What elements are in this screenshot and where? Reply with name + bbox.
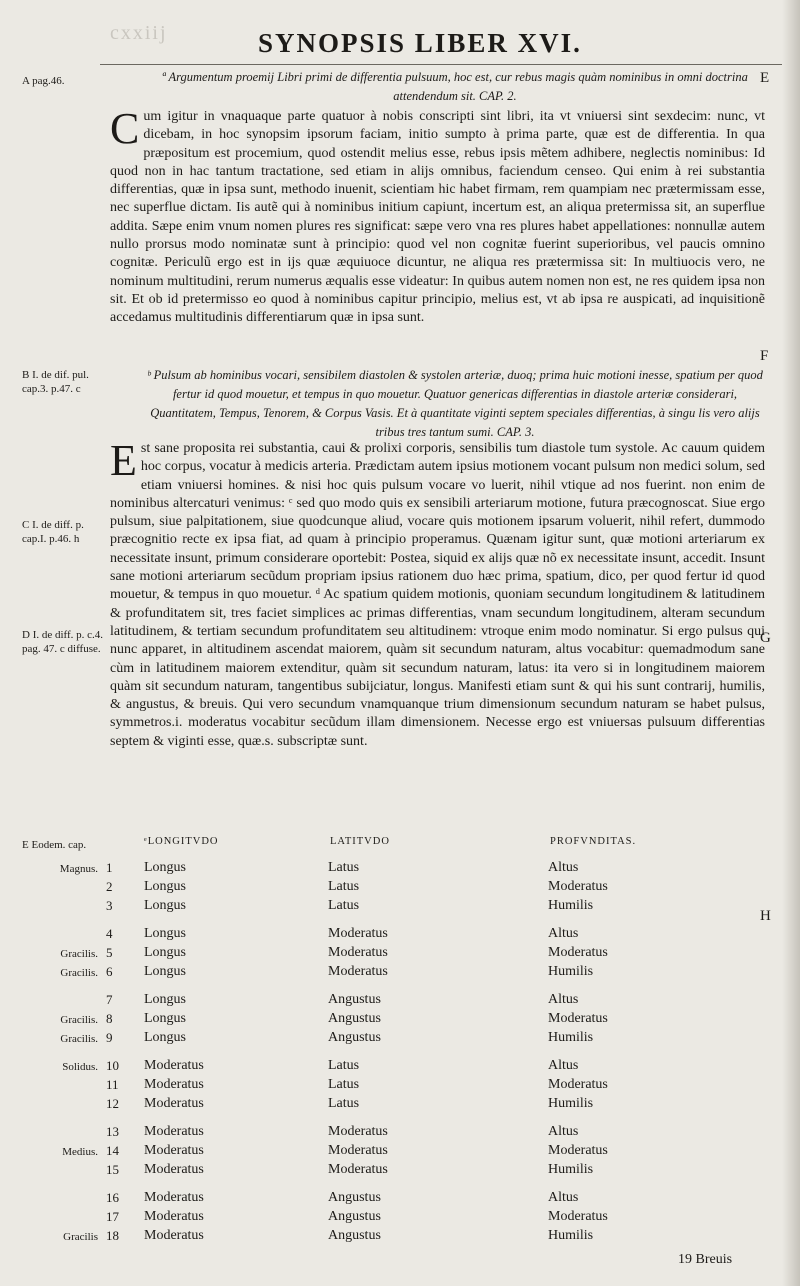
- table-row: Gracilis. 8 Longus Angustus Moderatus: [60, 1011, 608, 1026]
- chapter-3-heading: ᵇ Pulsum ab hominibus vocari, sensibilem diastolen & systolen arteriæ, duoq; prima huic motioni inesse, spatium per quod fertur id quod mouetur, et tempus in quo mouetur. Quatuor genericas differentias in diastole arteriæ considerari, Quantitatem, Tempus, Tenorem, & Corpus Vasis. Et à quantitate viginti septem speciales differentias, à singu lis vero alijs tribus tres tantum sumi. CAP. 3.: [147, 368, 763, 439]
- table-header-latitudo: LATITVDO: [330, 836, 390, 847]
- margin-note-e: E Eodem. cap.: [22, 839, 87, 851]
- running-page-number: cxxiij: [110, 22, 168, 44]
- chapter-3-text: st sane proposita rei substantia, caui & prolixi corporis, sensibilis tum diastole tum systole. Ac cauum quidem hoc corpus, vocatur à medicis arteria. Prædictam autem ipsius motionem vocant pulsum non medici solum, sed etiam vniuersi homines. & nisi hoc quis pulsum vocare vo luerit, nihil vtique ad nos fuerint. non enim de nominibus altercaturi venimus: ᶜ sed quo modo quis ex sensibili arteriarum motione, futura præcognoscat. Siue ergo pulsum, siue palpitationem, siue quodcunque aliud, vocare quis motionem ipsarum voluerit, nihil refert, dummodo præcognitio recte ex ipsa fiat, ad quam à principio properamus. Quænam igitur sunt, quæ motioni arteriarum ex necessitate insunt, primum considerare oportebit: Postea, siquid ex alijs quæ nõ ex necessitate insunt, accedit. Insunt sane motioni arteriarum secũdum propriam ipsius rationem duo hæc prima, spatium, dico, per quod fertur id quod mouetur, & tempus in quo mouetur. ᵈ Ac spatium quidem motionis, quoniam secundum longitudinem & latitudinem & profunditatem sit, tres faciet simplices ac primas differentias, vnam secundum longitudinem, alteram secundum latitudinem, & tertiam secundum profunditatem seu altitudinem: vtroque enim modo nominatur. Si ergo pulsus qui nunc apparet, in altitudinem ascendat maiorem, quàm sit secundum naturam, altus vocabitur: quemadmodum sane cùm in latitudinem maiorem extenditur, quàm sit secundum naturam, latus: ita vero si in longitudinem maiorem quàm sit secundum naturam, tangentibus subijciatur, longus. Manifesti etiam sunt & qui his sunt contrarij, humilis, & angustus, & breuis. Qui vero secundum vnamquanque trium dimensionum secundum naturam se habet pulsus, symmetros.i. moderatus vocabitur secũdum illam dimensionem. Necesse ergo est vniuersas pulsuum differentias septem & viginti esse, quæ.s. subscriptæ sunt.: [110, 441, 765, 749]
- table-row: 15 Moderatus Moderatus Humilis: [106, 1162, 594, 1177]
- table-row: Medius. 14 Moderatus Moderatus Moderatus: [62, 1143, 608, 1158]
- table-row: 17 Moderatus Angustus Moderatus: [106, 1209, 608, 1224]
- table-row: 11 Moderatus Latus Moderatus: [106, 1077, 608, 1092]
- table-row: Gracilis 18 Moderatus Angustus Humilis: [63, 1228, 594, 1243]
- margin-note-c: C I. de diff. p. cap.I. p.46. h: [22, 519, 84, 545]
- chapter-2-body: [110, 104, 765, 328]
- table-row: 13 Moderatus Moderatus Altus: [106, 1124, 579, 1139]
- drop-cap-e: E: [110, 436, 137, 485]
- section-letter-g: G: [760, 630, 771, 646]
- table-row: Gracilis. 5 Longus Moderatus Moderatus: [60, 945, 608, 960]
- margin-note-a: A pag.46.: [22, 75, 65, 87]
- page-edge-shadow: [782, 0, 800, 1286]
- table-row: 7 Longus Angustus Altus: [106, 992, 579, 1007]
- table-row: 2 Longus Latus Moderatus: [106, 879, 608, 894]
- table-row: Solidus. 10 Moderatus Latus Altus: [62, 1058, 579, 1073]
- table-row: Gracilis. 9 Longus Angustus Humilis: [60, 1030, 594, 1045]
- margin-note-d: D I. de diff. p. c.4. pag. 47. c diffuse.: [22, 629, 104, 655]
- table-header-profunditas: PROFVNDITAS.: [550, 836, 637, 847]
- section-letter-f: F: [760, 348, 769, 364]
- drop-cap-c: C: [110, 104, 140, 153]
- table-row: Gracilis. 6 Longus Moderatus Humilis: [60, 964, 594, 979]
- table-header-longitudo: ᵉLONGITVDO: [144, 836, 219, 847]
- chapter-2-heading: ª Argumentum proemij Libri primi de differentia pulsuum, hoc est, cur rebus magis quàm nominibus in omni doctrina attendendum sit. CAP. 2.: [162, 70, 748, 103]
- table-row: 16 Moderatus Angustus Altus: [106, 1190, 579, 1205]
- header-rule: [100, 64, 790, 65]
- table-row: 12 Moderatus Latus Humilis: [106, 1096, 594, 1111]
- chapter-2-text: um igitur in vnaquaque parte quatuor à nobis conscripti sint libri, ita vt vniuersi sint sexdecim: nunc, vt dicebam, in hoc synopsim ipsorum faciam, initio sumpto à prima parte, quæ est de differentia. In qua præpositum est procemium, quod ostendit melius esse, rebus ipsis mẽtem adhibere, neglectis nominibus: Id quod non in hac tantum tractatione, sed etiam in alijs omnibus, faciendum censeo. Qui enim à rei substantia differentias, quæ in ipsa sunt, methodo inuenit, scientiam hic habet firmam, rem quampiam nec prætermissam esse, nec superflue dictam. Iis autẽ qui à nominibus initium capiunt, incertum est, an aliqua pretermissa sit, an superflue addita. Sæpe enim vnum nomen plures res significat: sæpe vero vna res plures habet appellationes: nonnullæ autem nullo prorsus modo nominatæ sunt à principio: quod vel non cognitæ fuerint superioribus, vel paucis omnino cognitæ. Periculũ ergo est in ijs quæ æquiuoce dicuntur, ne aliqua res prætermissa sit: In multiuocis vero, ne nominum multitudini, rerum numerus æqualis esse videatur: In quibus autem nomen non est, ne res quidem ipsa non sit. Et ob id pretermisso eo quod à nominibus capitur principio, melius est, vt ab ipsa re auspicati, ad inquisitionẽ accedamus multitudinis differentiarum quæ in ipsa sunt.: [110, 109, 765, 326]
- chapter-3-body: [110, 436, 765, 751]
- page-title: SYNOPSIS LIBER XVI.: [258, 28, 582, 58]
- table-row: 3 Longus Latus Humilis: [106, 898, 594, 913]
- catchword: 19 Breuis: [678, 1252, 733, 1267]
- margin-note-b: B I. de dif. pul. cap.3. p.47. c: [22, 369, 89, 395]
- section-letter-e: E: [760, 70, 770, 86]
- table-row: 4 Longus Moderatus Altus: [106, 926, 579, 941]
- section-letter-h: H: [760, 908, 771, 924]
- table-row: Magnus. 1 Longus Latus Altus: [59, 860, 579, 875]
